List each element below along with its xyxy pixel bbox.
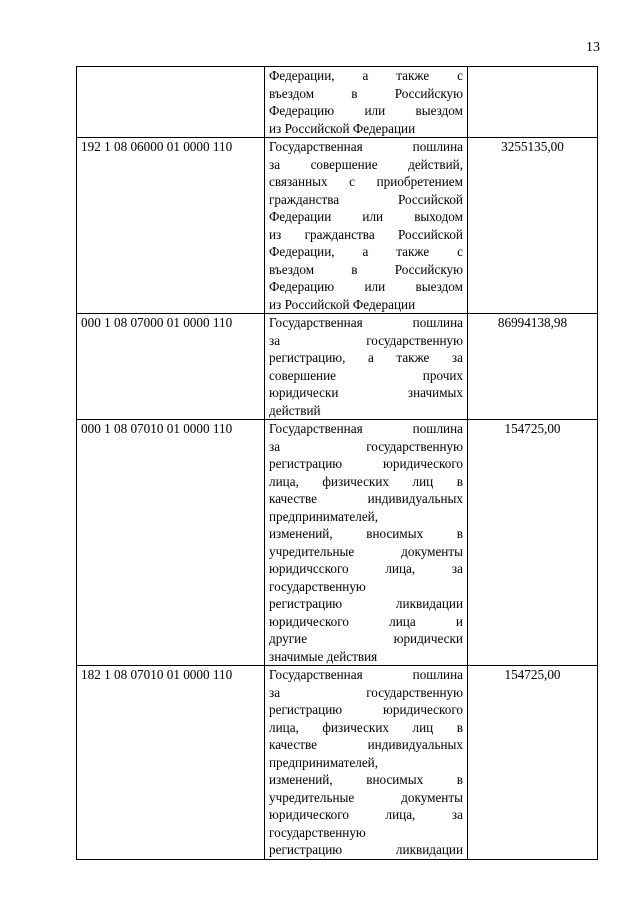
description-line: другие юридически [269, 631, 463, 646]
budget-code-cell [77, 67, 265, 138]
description-cell [265, 420, 468, 666]
amount-cell: 154725,00 [468, 666, 598, 860]
description-line: юридичсского лица, за [269, 561, 463, 576]
description-line: за государственную [269, 438, 463, 454]
description-line: за государственную [269, 332, 463, 348]
description-cell [265, 67, 468, 138]
description-line: въездом в Российскую [269, 85, 463, 101]
description-line: из гражданства Российской [269, 226, 463, 242]
description-line: Федерации, а также с [269, 244, 463, 259]
description-line: совершение прочих [269, 367, 463, 383]
description-line: юридического лица и [269, 613, 463, 629]
description-line: Государственная пошлина [269, 667, 463, 682]
description-line: учредительные документы [269, 543, 463, 559]
description-line: лица, физических лиц в [269, 719, 463, 735]
description-line: связанных с приобретением [269, 174, 463, 189]
description-line: Федерации или выходом [269, 209, 463, 224]
description-line: из Российской Федерации [269, 120, 416, 136]
description-line: юридически значимых [269, 385, 463, 400]
description-cell [265, 314, 468, 420]
table-body [77, 67, 598, 860]
description-cell [265, 666, 468, 860]
description-line: регистрацию ликвидации [269, 842, 463, 857]
description-line: значимые действия [269, 648, 378, 664]
description-line: Федерацию или выездом [269, 279, 463, 294]
description-line: изменений, вносимых в [269, 772, 463, 787]
table-row [77, 138, 598, 314]
description-line: государственную [269, 578, 366, 594]
amount-cell: 154725,00 [468, 420, 598, 666]
description-cell [265, 138, 468, 314]
description-line: из Российской Федерации [269, 296, 416, 312]
description-line: за государственную [269, 684, 463, 700]
budget-code-cell: 000 1 08 07010 01 0000 110 [77, 420, 265, 666]
budget-revenue-table [76, 66, 598, 860]
description-line: Государственная пошлина [269, 315, 463, 330]
table-row [77, 666, 598, 860]
description-line: учредительные документы [269, 789, 463, 805]
budget-code-cell: 182 1 08 07010 01 0000 110 [77, 666, 265, 860]
description-line: регистрацию юридического [269, 702, 463, 717]
description-line: Государственная пошлина [269, 139, 463, 154]
description-line: гражданства Российской [269, 191, 463, 207]
description-line: регистрацию, а также за [269, 350, 463, 365]
description-line: качестве индивидуальных [269, 491, 463, 506]
description-line: въездом в Российскую [269, 261, 463, 277]
budget-code-cell: 192 1 08 06000 01 0000 110 [77, 138, 265, 314]
description-line: юридического лица, за [269, 807, 463, 822]
description-line: предпринимателей, [269, 508, 379, 524]
description-line: регистрацию ликвидации [269, 596, 463, 611]
description-line: Государственная пошлина [269, 421, 463, 436]
description-line: регистрацию юридического [269, 456, 463, 471]
description-line: предпринимателей, [269, 754, 379, 770]
description-line: лица, физических лиц в [269, 473, 463, 489]
table-row [77, 314, 598, 420]
description-line: Федерацию или выездом [269, 103, 463, 118]
description-line: за совершение действий, [269, 156, 463, 172]
description-line: действий [269, 402, 321, 418]
amount-cell: 86994138,98 [468, 314, 598, 420]
budget-code-cell: 000 1 08 07000 01 0000 110 [77, 314, 265, 420]
description-line: изменений, вносимых в [269, 526, 463, 541]
description-line: качестве индивидуальных [269, 737, 463, 752]
description-line: государственную [269, 824, 366, 840]
amount-cell: 3255135,00 [468, 138, 598, 314]
amount-cell [468, 67, 598, 138]
table-row [77, 67, 598, 138]
description-line: Федерации, а также с [269, 68, 463, 83]
page-number: 13 [586, 40, 600, 55]
table-row [77, 420, 598, 666]
